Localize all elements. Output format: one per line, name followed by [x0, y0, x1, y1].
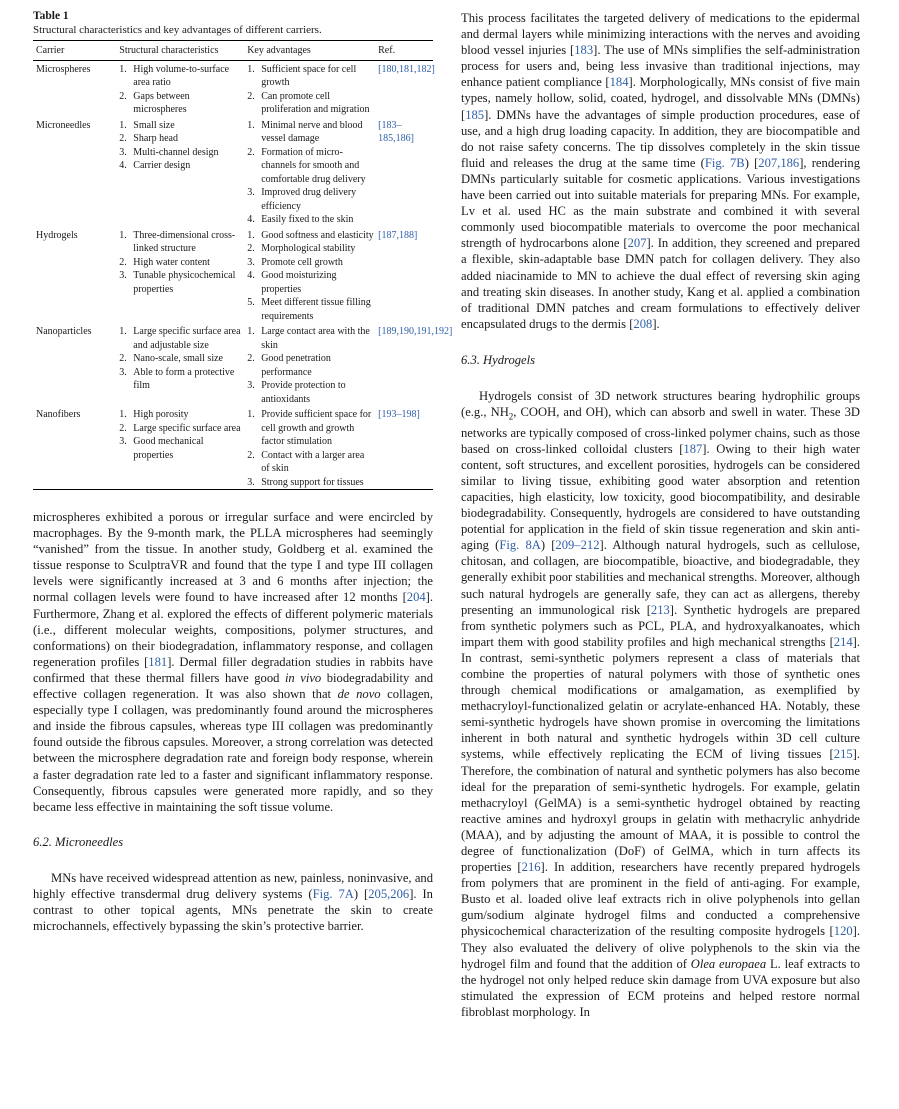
advantages-cell [247, 227, 378, 324]
advantage-item: 2. Contact with a larger area of skin [247, 449, 365, 474]
section-heading-microneedles: 6.2. Microneedles [33, 834, 124, 849]
advantage-item: 1. Sufficient space for cell growth [247, 63, 357, 88]
advantage-item: 2. Good penetration performance [247, 353, 331, 378]
structural-item: 2. Sharp head [119, 133, 178, 144]
figure-link[interactable]: Fig. 8A [499, 538, 541, 553]
citation-link[interactable]: 204 [406, 590, 426, 605]
structural-item: 2. Nano-scale, small size [119, 353, 223, 364]
advantage-item: 2. Morphological stability [247, 243, 356, 254]
table-row [33, 406, 433, 490]
reference-link[interactable]: [187,188] [378, 229, 418, 241]
citation-link[interactable]: 183 [574, 43, 594, 58]
advantage-item: 1. Minimal nerve and blood vessel damage [247, 119, 363, 144]
advantages-cell [247, 60, 378, 117]
citation-link[interactable]: 215 [833, 747, 853, 762]
advantage-item: 3. Provide protection to antioxidants [247, 380, 346, 405]
figure-link[interactable]: Fig. 7A [312, 886, 354, 901]
citation-link[interactable]: 205,206 [368, 886, 410, 901]
structural-item: 1. High volume-to-surface area ratio [119, 63, 230, 88]
ref-cell [378, 117, 433, 227]
structural-cell [119, 406, 247, 490]
reference-link[interactable]: [180,181,182] [378, 63, 435, 75]
ref-cell [378, 227, 433, 324]
table-row [33, 323, 433, 406]
structural-item: 1. Small size [119, 119, 175, 131]
header-ref: Ref. [378, 41, 433, 61]
header-advantages: Key advantages [247, 41, 378, 61]
table-row [33, 227, 433, 324]
advantages-cell [247, 406, 378, 490]
left-column [33, 10, 453, 934]
structural-item: 1. High porosity [119, 409, 189, 420]
header-structural: Structural characteristics [119, 41, 247, 61]
advantage-item: 1. Provide sufficient space for cell growth and growth factor stimulation [247, 409, 372, 447]
citation-link[interactable]: 213 [650, 602, 670, 617]
left-paragraph-2: MNs have received widespread attention as new, painless, noninvasive, and highly effective transdermal drug delivery systems (Fig. 7A) [205,206]. In contrast to other topical agents, MNs penetrate the skin to create microchannels, effectively bypassing the skin’s protective barrier. [33, 870, 433, 934]
structural-cell [119, 323, 247, 406]
structural-item: 2. Gaps between microspheres [119, 90, 190, 115]
reference-link[interactable]: [193–198] [378, 409, 420, 420]
citation-link[interactable]: 184 [609, 75, 629, 90]
carrier-cell: Nanoparticles [36, 326, 92, 337]
carrier-cell: Microspheres [36, 63, 91, 75]
structural-item: 2. High water content [119, 256, 210, 268]
advantage-item: 4. Good moisturizing properties [247, 270, 337, 295]
carriers-table [33, 40, 453, 490]
advantage-item: 2. Can promote cell proliferation and migration [247, 90, 370, 115]
right-column [461, 10, 860, 1020]
structural-item: 3. Multi-channel design [119, 146, 219, 158]
reference-link[interactable]: [183–185,186] [378, 119, 414, 144]
reference-link[interactable]: [189,190,191,192] [378, 326, 453, 337]
table-row [33, 117, 433, 227]
carrier-cell: Hydrogels [36, 229, 78, 241]
carrier-cell: Nanofibers [36, 409, 81, 420]
citation-link[interactable]: 216 [521, 860, 541, 875]
citation-link[interactable]: 207 [627, 236, 647, 251]
advantage-item: 3. Strong support for tissues [247, 476, 364, 488]
structural-item: 3. Good mechanical properties [119, 436, 204, 461]
advantage-item: 4. Easily fixed to the skin [247, 214, 354, 225]
citation-link[interactable]: 181 [148, 654, 168, 669]
advantages-cell [247, 117, 378, 227]
structural-cell [119, 117, 247, 227]
table-caption: Structural characteristics and key advantages of different carriers. [33, 24, 322, 36]
structural-item: 1. Three-dimensional cross-linked structure [119, 229, 236, 254]
citation-link[interactable]: 214 [833, 634, 853, 649]
section-heading-hydrogels: 6.3. Hydrogels [461, 352, 536, 367]
table-body [33, 60, 453, 490]
ref-cell [378, 323, 453, 406]
table-header-row [33, 41, 433, 61]
citation-link[interactable]: 208 [633, 316, 653, 331]
structural-item: 3. Tunable physicochemical properties [119, 270, 236, 295]
ref-cell [378, 406, 433, 490]
structural-item: 4. Carrier design [119, 160, 191, 171]
citation-link[interactable]: 185 [465, 107, 485, 122]
advantage-item: 5. Meet different tissue filling requirements [247, 297, 371, 322]
right-paragraph-2: Hydrogels consist of 3D network structures bearing hydrophilic groups (e.g., $NH_2$, COOH, and OH), which can absorb and swell in water. These 3D networks are typically composed of cross-linked polymer chains, such as those based on cross-linked colloidal clusters [187]. Owing to their high water content, soft structures, and excellent porosities, hydrogels can be considered similar to living tissue, exhibiting good water absorption and retention capacities, high elasticity, low toxicity, good biocompatibility, and desirable biodegradability. Consequently, hydrogels are considered to have outstanding potential for application in the field of skin tissue regeneration and skin anti-aging (Fig. 8A) [209–212]. Although natural hydrogels, such as cellulose, chitosan, and collagen, are biocompatible, bioactive, and biodegradable, they generally exhibit poor stabilities and mechanical strengths. Moreover, although such natural hydrogels are generally safe, they can act as allergens, thereby presenting an immunological risk [213]. Synthetic hydrogels are prepared from synthetic polymers such as PCL, PLA, and hydroxyalkanoates, which impart them with good stability profiles and high mechanical strengths [214]. In contrast, semi-synthetic polymers represent a class of materials that combine the properties of natural polymers with those of synthetic ones through chemical modifications or amalgamation, as exemplified by methacryloyl-functionalized gelatin or acrylate-enhanced HA. Notably, these semi-synthetic hydrogels have shown promise in overcoming the limitations inherent in both natural and synthetic hydrogels within 3D cell culture systems, while effectively replicating the ECM of living tissues [215]. Therefore, the combination of natural and synthetic polymers has also become ideal for the preparation of semi-synthetic hydrogels. For example, gelatin methacryloyl (GelMA) is a semi-synthetic hydrogel obtained by reacting reactive amines and hydroxyl groups in gelatin with methacrylic anhydride (MAA), and by adjusting the amount of MAA, it is possible to control the degree of functionalization (DoF) of GelMA, which in turn affects its properties [216]. In addition, researchers have recently prepared hydrogels from polymers that are prominent in the field of anti-aging. For example, Busto et al. loaded olive leaf extracts rich in olive polyphenols into gellan gum/sodium alginate hydrogel films and conducted a comprehensive physicochemical characterization of the resulting composite hydrogels [120]. They also evaluated the delivery of olive polyphenols to the skin via the hydrogel film and found that the addition of Olea europaea L. leaf extracts to the hydrogel not only helped reduce skin damage from UVA exposure but also stimulated the expression of ECM proteins and helped restore normal fibroblast morphology. In [461, 388, 861, 1019]
structural-item: 3. Able to form a protective film [119, 366, 235, 391]
citation-link[interactable]: 207,186 [758, 155, 800, 170]
advantage-item: 1. Good softness and elasticity [247, 229, 374, 241]
figure-link[interactable]: Fig. 7B [704, 155, 745, 170]
structural-cell [119, 227, 247, 324]
table-title: Table 1 [33, 10, 69, 22]
structural-cell [119, 60, 247, 117]
ref-cell [378, 60, 433, 117]
left-paragraph-1: microspheres exhibited a porous or irregular surface and were encircled by macrophages. By the 9-month mark, the PLLA microspheres had seemingly “vanished” from the tissue. In another study, Goldberg et al. examined the tissue response to SculptraVR and found that the type I and type III collagen levels were significantly increased at 3 and 6 months after injection; the normal collagen levels were found to have increased after 12 months [204]. Furthermore, Zhang et al. explored the effects of different polymeric materials (i.e., different molecular weights, compositions, polymer structures, and conformations) on their biodegradation, inflammatory response, and collagen regeneration profiles [181]. Dermal filler degradation studies in rabbits have confirmed that these thermal fillers have good in vivo biodegradability and effective collagen regeneration. It was also shown that de novo collagen, especially type I collagen, was predominantly found around the microspheres and inside the fibrous capsules, whereas type III collagen was predominantly found outside the fibrous capsules. Moreover, a strong correlation was detected between the microsphere degradation rate and foreign body response, wherein a faster degradation rate led to a faster and significant inflammatory response. Consequently, fibrous capsules were generated more rapidly, and so they became less effective in maintaining the soft tissue volume. [33, 510, 433, 814]
advantage-item: 2. Formation of micro-channels for smooth and comfortable drug delivery [247, 146, 366, 185]
advantages-cell [247, 323, 378, 406]
table-row [33, 60, 433, 117]
structural-item: 1. Large specific surface area and adjustable size [119, 326, 241, 351]
citation-link[interactable]: 187 [683, 441, 703, 456]
advantage-item: 3. Improved drug delivery efficiency [247, 187, 357, 212]
advantage-item: 1. Large contact area with the skin [247, 326, 370, 351]
citation-link[interactable]: 209–212 [555, 538, 600, 553]
right-paragraph-1: This process facilitates the targeted delivery of medications to the epidermal and dermal layers while minimizing interactions with the nerves and avoiding blood vessel injuries [183]. The use of MNs simplifies the self-administration process for users and, being less invasive than traditional injections, may enhance patient compliance [184]. Morphologically, MNs consist of five main types, namely hollow, solid, coated, hydrogel, and dissolvable MNs (DMNs) [185]. DMNs have the advantages of simple production procedures, ease of use, and a high drug loading capacity. In addition, they are biocompatible and do not raise safety concerns. The tip dissolves completely in the skin tissue fluid and releases the drug at the same time (Fig. 7B) [207,186], rendering DMNs particularly suitable for cosmetic applications. Various investigations have been carried out into suitable materials for preparing MNs. For example, Lv et al. used HC as the main substrate and combined it with several commonly used biocompatible materials to overcome the poor mechanical strength of hydrocarbons alone [207]. In addition, they screened and prepared a flexible, skin-adaptable base DMN patch for collagen delivery. They also added niacinamide to MN to achieve the dual effect of reversing skin aging and treating skin diseases. In another study, Kang et al. applied a combination of traditional DMN patches and cream formulations to effectively deliver encapsulated drugs to the dermis [208]. [461, 11, 861, 331]
citation-link[interactable]: 120 [833, 924, 853, 939]
carrier-cell: Microneedles [36, 119, 91, 131]
advantage-item: 3. Promote cell growth [247, 256, 343, 268]
structural-item: 2. Large specific surface area [119, 422, 241, 434]
header-carrier: Carrier [33, 41, 119, 61]
